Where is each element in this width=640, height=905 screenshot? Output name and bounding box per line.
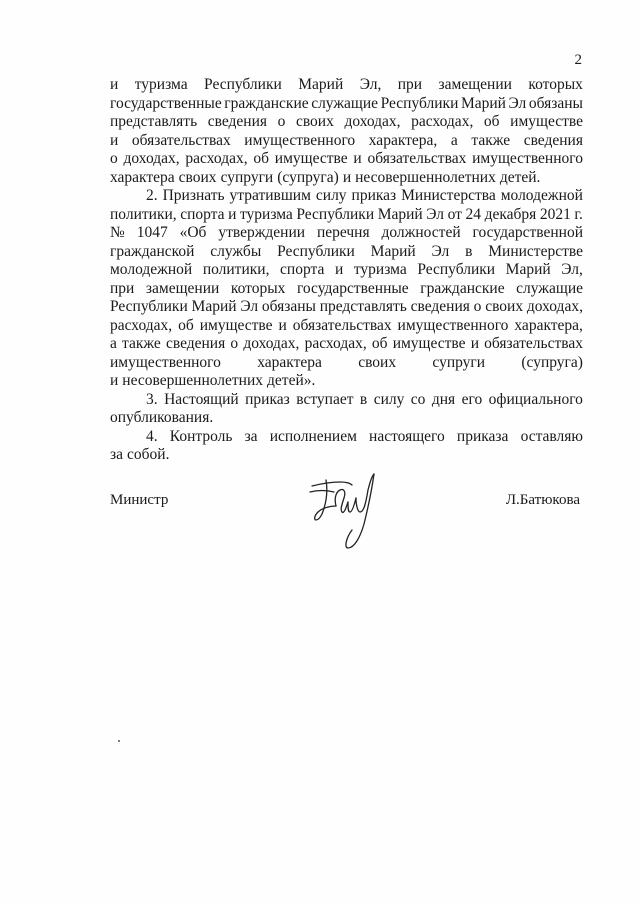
text-line: 3. Настоящий приказ вступает в силу со дня его официального: [146, 390, 583, 408]
text-line: при замещении которых государственные гражданские служащие: [110, 279, 583, 297]
text-line: № 1047 «Об утверждении перечня должностей государственной: [110, 224, 583, 241]
text-line: имущественного характера своих супруги (супруга): [110, 353, 583, 371]
text-line: 4. Контроль за исполнением настоящего приказа оставляю: [146, 427, 583, 445]
text-line: расходах, об имуществе и обязательствах имущественного характера,: [110, 316, 583, 334]
text-line: опубликования.: [110, 409, 214, 426]
text-line: за собой.: [110, 446, 170, 463]
text-line: государственные гражданские служащие Республики Марий Эл обязаны: [110, 94, 583, 112]
document-body: [110, 76, 583, 465]
text-line: 2. Признать утратившим силу приказ Министерства молодежной: [146, 187, 583, 204]
signature-block: [110, 492, 580, 562]
text-line: представлять сведения о своих доходах, расходах, об имуществе: [110, 113, 583, 130]
paragraph: [110, 76, 583, 187]
text-line: а также сведения о доходах, расходах, об имуществе и обязательствах: [110, 335, 583, 352]
text-line: гражданской службы Республики Марий Эл в Министерстве: [110, 242, 583, 260]
signer-position: Министр: [110, 492, 169, 508]
text-line: и несовершеннолетних детей».: [110, 372, 316, 389]
text-line: и обязательствах имущественного характера, а также сведения: [110, 131, 583, 149]
paragraph: [110, 187, 583, 391]
text-line: молодежной политики, спорта и туризма Республики Марий Эл,: [110, 261, 583, 278]
text-line: и туризма Республики Марий Эл, при замещении которых: [110, 76, 583, 93]
paragraph: [110, 391, 583, 428]
text-line: Республики Марий Эл обязаны представлять сведения о своих доходах,: [110, 298, 583, 315]
signer-name: Л.Батюкова: [505, 492, 580, 508]
text-line: политики, спорта и туризма Республики Марий Эл от 24 декабря 2021 г.: [110, 205, 583, 223]
text-line: о доходах, расходах, об имуществе и обязательствах имущественного: [110, 150, 583, 167]
handwritten-signature-icon: [306, 468, 386, 550]
paragraph: [110, 428, 583, 465]
text-line: характера своих супруги (супруга) и несовершеннолетних детей.: [110, 168, 541, 186]
scan-speck: [118, 740, 120, 742]
page-number: 2: [574, 52, 582, 68]
